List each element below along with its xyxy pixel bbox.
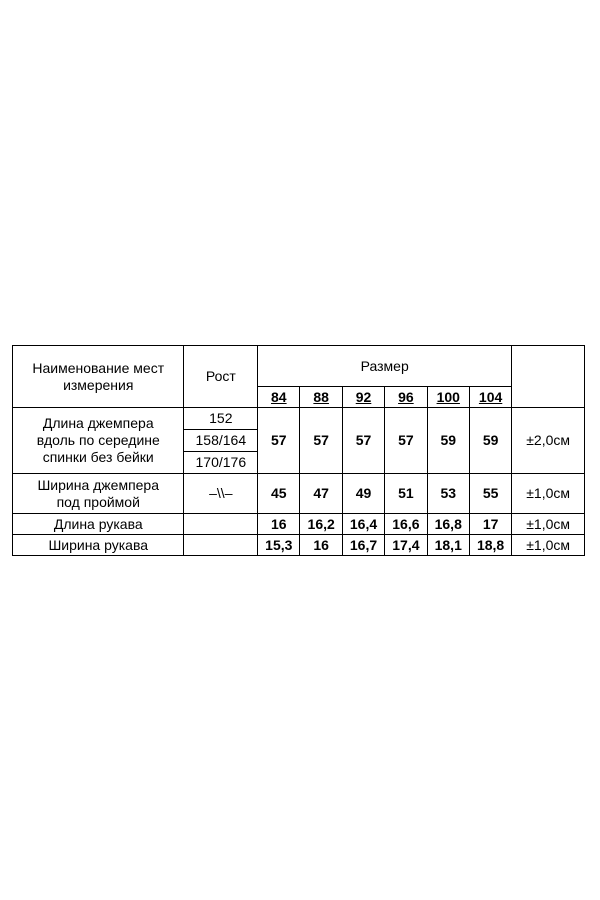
length-value-84: 57 bbox=[258, 430, 300, 452]
size-84: 84 bbox=[258, 387, 300, 408]
sleeve-width-label: Ширина рукава bbox=[13, 535, 184, 556]
width-value-92: 49 bbox=[342, 474, 384, 514]
length-row bbox=[13, 408, 585, 430]
length-tolerance: ±2,0см bbox=[512, 408, 585, 474]
sleeve-length-height bbox=[184, 514, 258, 535]
sleeve-length-tolerance: ±1,0см bbox=[512, 514, 585, 535]
length-height-2: 158/164 bbox=[184, 430, 258, 452]
width-value-84: 45 bbox=[258, 474, 300, 514]
length-cell-96-top bbox=[385, 408, 427, 430]
length-value-96: 57 bbox=[385, 430, 427, 452]
sleeve-width-tolerance: ±1,0см bbox=[512, 535, 585, 556]
sleeve-length-value-104: 17 bbox=[469, 514, 511, 535]
width-value-88: 47 bbox=[300, 474, 342, 514]
length-label bbox=[13, 408, 184, 474]
sleeve-length-value-92: 16,4 bbox=[342, 514, 384, 535]
measurement-place-header: Наименование мест измерения bbox=[13, 346, 184, 408]
length-value-100: 59 bbox=[427, 430, 469, 452]
length-cell-104-top bbox=[469, 408, 511, 430]
width-label-line-2: под проймой bbox=[56, 493, 140, 510]
length-value-104: 59 bbox=[469, 430, 511, 452]
length-cell-84-bottom bbox=[258, 452, 300, 474]
size-92: 92 bbox=[342, 387, 384, 408]
sleeve-width-row bbox=[13, 535, 585, 556]
length-value-88: 57 bbox=[300, 430, 342, 452]
length-value-92: 57 bbox=[342, 430, 384, 452]
length-cell-84-top bbox=[258, 408, 300, 430]
sleeve-width-value-104: 18,8 bbox=[469, 535, 511, 556]
sleeve-length-value-88: 16,2 bbox=[300, 514, 342, 535]
length-cell-104-bottom bbox=[469, 452, 511, 474]
width-tolerance: ±1,0см bbox=[512, 474, 585, 514]
width-value-100: 53 bbox=[427, 474, 469, 514]
width-row bbox=[13, 474, 585, 514]
sleeve-width-value-88: 16 bbox=[300, 535, 342, 556]
sleeve-width-height bbox=[184, 535, 258, 556]
sleeve-length-value-100: 16,8 bbox=[427, 514, 469, 535]
length-height-3: 170/176 bbox=[184, 452, 258, 474]
length-cell-96-bottom bbox=[385, 452, 427, 474]
length-cell-92-top bbox=[342, 408, 384, 430]
sleeve-length-value-96: 16,6 bbox=[385, 514, 427, 535]
sleeve-length-row bbox=[13, 514, 585, 535]
sleeve-width-value-96: 17,4 bbox=[385, 535, 427, 556]
size-104: 104 bbox=[469, 387, 511, 408]
size-96: 96 bbox=[385, 387, 427, 408]
width-height: –\\– bbox=[184, 474, 258, 514]
length-cell-92-bottom bbox=[342, 452, 384, 474]
sleeve-length-label: Длина рукава bbox=[13, 514, 184, 535]
width-value-96: 51 bbox=[385, 474, 427, 514]
tolerance-header bbox=[512, 346, 585, 408]
size-88: 88 bbox=[300, 387, 342, 408]
height-header: Рост bbox=[184, 346, 258, 408]
width-label bbox=[13, 474, 184, 514]
sleeve-width-value-84: 15,3 bbox=[258, 535, 300, 556]
width-label-line-1: Ширина джемпера bbox=[37, 476, 160, 493]
length-label-line-2: вдоль по середине bbox=[36, 432, 160, 448]
length-cell-88-top bbox=[300, 408, 342, 430]
size-chart-table bbox=[12, 345, 585, 556]
width-value-104: 55 bbox=[469, 474, 511, 514]
length-label-line-3: спинки без бейки bbox=[42, 449, 154, 465]
sleeve-width-value-92: 16,7 bbox=[342, 535, 384, 556]
header-row bbox=[13, 346, 585, 387]
sleeve-length-value-84: 16 bbox=[258, 514, 300, 535]
length-height-1: 152 bbox=[184, 408, 258, 430]
length-cell-88-bottom bbox=[300, 452, 342, 474]
sleeve-width-value-100: 18,1 bbox=[427, 535, 469, 556]
length-label-line-1: Длина джемпера bbox=[42, 415, 154, 431]
length-cell-100-top bbox=[427, 408, 469, 430]
length-cell-100-bottom bbox=[427, 452, 469, 474]
size-100: 100 bbox=[427, 387, 469, 408]
size-header: Размер bbox=[258, 346, 512, 387]
